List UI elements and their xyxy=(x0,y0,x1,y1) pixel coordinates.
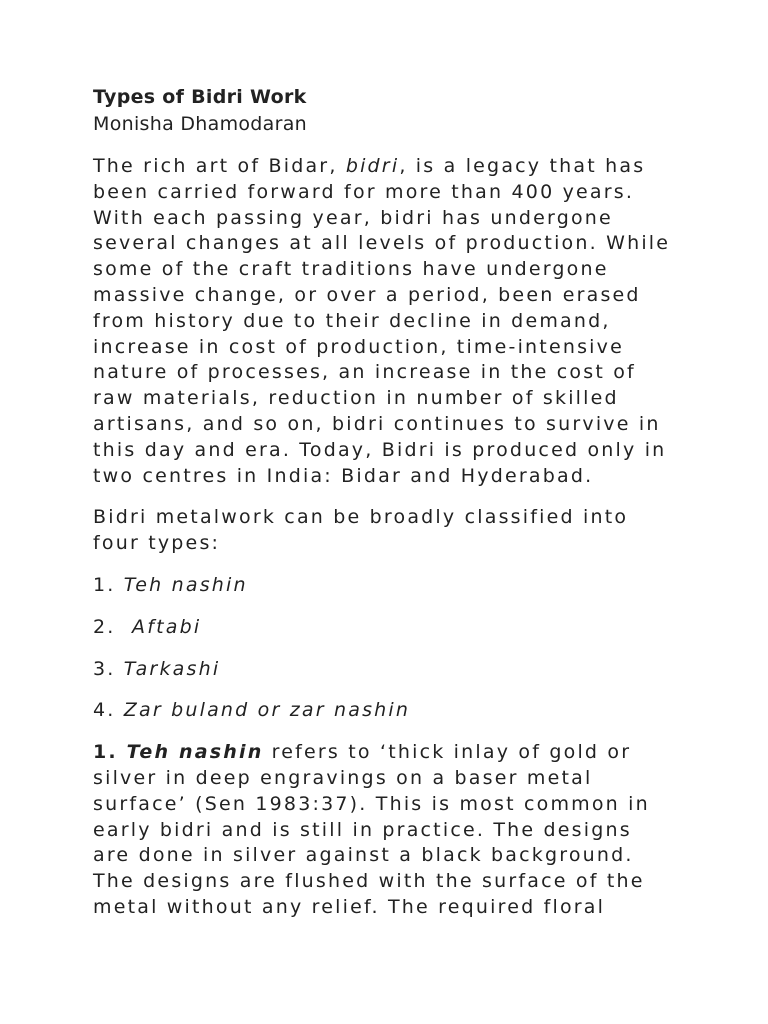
document-page xyxy=(93,84,703,937)
type-item-3 xyxy=(93,657,703,683)
intro-line: two centres in India: Bidar and Hyderabad. xyxy=(93,464,594,487)
intro-line: this day and era. Today, Bidri is produced only in xyxy=(93,438,667,461)
section1-line: metal without any relief. The required floral xyxy=(93,895,606,918)
type-name: Aftabi xyxy=(132,615,202,638)
classification-paragraph xyxy=(93,505,703,557)
section1-line: silver in deep engravings on a baser metal xyxy=(93,766,593,789)
intro-text: The rich art of Bidar, xyxy=(93,155,346,177)
type-name: Tarkashi xyxy=(123,657,221,680)
section1-number: 1. xyxy=(93,741,127,764)
type-item-1 xyxy=(93,573,703,599)
intro-line: been carried forward for more than 400 years. xyxy=(93,180,635,203)
type-number: 3. xyxy=(93,657,124,680)
type-number: 1. xyxy=(93,573,124,596)
intro-line: raw materials, reduction in number of skilled xyxy=(93,387,619,410)
intro-line: several changes at all levels of production. While xyxy=(93,232,671,255)
type-name: Teh nashin xyxy=(123,573,248,596)
section1-line: surface’ (Sen 1983:37). This is most common in xyxy=(93,792,650,815)
section1-term: Teh nashin xyxy=(126,741,264,764)
intro-text: , is a legacy that has xyxy=(399,155,646,177)
document-title: Types of Bidri Work xyxy=(93,86,307,108)
classification-line: Bidri metalwork can be broadly classified into xyxy=(93,506,629,529)
section1-paragraph xyxy=(93,740,703,921)
type-item-4 xyxy=(93,698,703,724)
section1-line-1 xyxy=(93,740,703,766)
intro-line-1 xyxy=(93,154,703,180)
section1-text: refers to ‘thick inlay of gold or xyxy=(263,741,632,764)
intro-italic-term: bidri xyxy=(345,155,400,177)
section1-line: The designs are flushed with the surface of the xyxy=(93,870,645,893)
type-item-2 xyxy=(93,615,703,641)
intro-line: With each passing year, bidri has undergone xyxy=(93,206,613,229)
type-number: 2. xyxy=(93,615,133,638)
type-number: 4. xyxy=(93,699,124,722)
intro-paragraph xyxy=(93,154,703,489)
intro-line: artisans, and so on, bidri continues to survive in xyxy=(93,412,661,435)
classification-line: four types: xyxy=(93,532,221,555)
type-name: Zar buland or zar nashin xyxy=(123,699,411,722)
intro-line: from history due to their decline in demand, xyxy=(93,309,611,332)
section1-line: are done in silver against a black background. xyxy=(93,844,634,867)
intro-line: increase in cost of production, time-intensive xyxy=(93,335,624,358)
intro-line: some of the craft traditions have undergone xyxy=(93,258,609,281)
intro-line: massive change, or over a period, been erased xyxy=(93,283,641,306)
document-author: Monisha Dhamodaran xyxy=(93,113,308,135)
intro-line: nature of processes, an increase in the cost of xyxy=(93,361,636,384)
section1-line: early bidri and is still in practice. The designs xyxy=(93,818,632,841)
